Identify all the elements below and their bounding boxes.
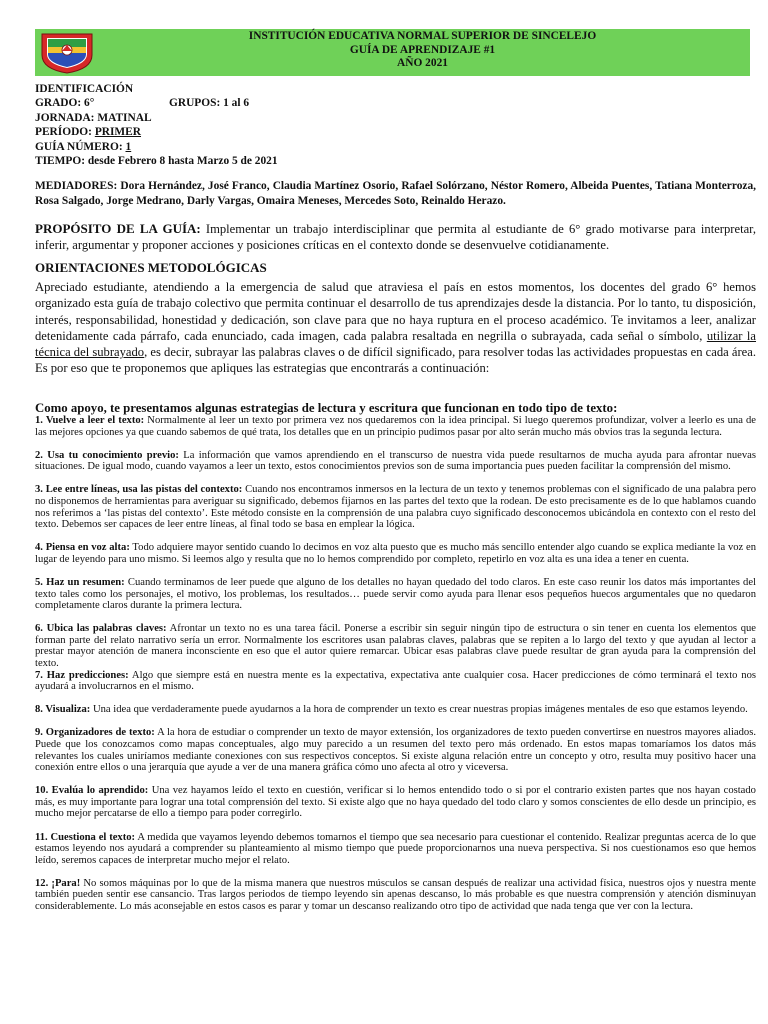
strategy-text: Cuando nos encontramos inmersos en la lectura de un texto y tenemos problemas con el significado de una palabra pero no disponemos de herramientas para averiguar su significado, debemos fijarnos en las partes del texto que la rodean. De esto precisamente es de lo que hablamos cuando nos referimos a ‘las pistas del contexto’. Este método consiste en la comprensión de una palabra cuyo significado desconocemos ubicándola en contexto con el resto del texto. Debemos ser capaces de leer entre líneas, al final todo se basa en emplear la lógica. xyxy=(35,484,756,531)
strategy-item xyxy=(35,832,756,867)
strategy-item xyxy=(35,450,756,473)
strategy-item xyxy=(35,577,756,612)
period-value: PRIMER xyxy=(94,126,142,139)
header-bar xyxy=(35,29,750,76)
purpose-label: PROPÓSITO DE LA GUÍA: xyxy=(35,221,201,236)
guide-number-row xyxy=(35,140,735,154)
orientations-paragraph xyxy=(35,279,756,377)
strategy-title: 8. Visualiza: xyxy=(35,704,91,716)
strategy-title: 4. Piensa en voz alta: xyxy=(35,542,130,554)
groups-label: GRUPOS: 1 al 6 xyxy=(169,97,250,110)
strategy-text: A medida que vayamos leyendo debemos tomarnos el tiempo que sea necesario para cuestionar el contenido. Realizar preguntas acerca de lo que estamos leyendo nos ayudará a comprender su planteamiento al mismo tiempo que puede proporcionarnos una nueva perspectiva. Si nos cuestionamos eso que hemos leído, seremos capaces de interpretar mucho mejor el relato. xyxy=(35,831,757,866)
strategy-title: 5. Haz un resumen: xyxy=(35,576,125,588)
mediators-paragraph: MEDIADORES: Dora Hernández, José Franco, Claudia Martínez Osorio, Rafael Solórzano, Néstor Romero, Albeida Puentes, Tatiana Monterroza, Rosa Salgado, Jorge Medrano, Darly Vargas, Omaira Meneses, Mercedes Soto, Reinaldo Herazo. xyxy=(35,180,756,207)
strategy-item xyxy=(35,542,756,565)
strategy-title: 11. Cuestiona el texto: xyxy=(35,831,136,843)
strategy-title: 2. Usa tu conocimiento previo: xyxy=(35,449,179,461)
strategy-text: La información que vamos aprendiendo en el transcurso de nuestra vida puede resultarnos de mucha ayuda para afrontar nuevas situaciones. De igual modo, cuando vayamos a leer un texto, estos conocimientos previos son de suma importancia pues pueden facilitar la comprensión del mismo. xyxy=(35,449,756,473)
strategy-text: Cuando terminamos de leer puede que alguno de los detalles no hayan quedado del todo claros. En este caso reunir los datos más importantes del texto tales como los personajes, el motivo, los problemas, los resultados… puede servir como ayuda para llenar esos pequeños huecos argumentales que no quedaron completamente claros durante la primera lectura. xyxy=(35,576,757,612)
strategy-item xyxy=(35,785,756,820)
strategy-title: 12. ¡Para! xyxy=(35,877,81,889)
strategy-text: Una vez hayamos leído el texto en cuestión, verificar si lo hemos entendido todo o si por el contrario existen partes que nos hayan costado más, es muy importante para lograr una total comprensión del texto. Si existe algo que no haya quedado del todo claro y somos conscientes de ello desde un principio, es mucho mejor percatarse de ello a tiempo para poder corregirlo. xyxy=(35,785,756,820)
strategy-title: 1. Vuelve a leer el texto: xyxy=(35,415,145,426)
orientations-text-start: Apreciado estudiante, atendiendo a la emergencia de salud que atraviesa el país en estos momentos, los docentes del grado 6° hemos organizado esta guía de trabajo colectivo que permita continuar el desarrollo de tus aprendizajes desde la distancia. Por lo tanto, tu disposición, interés, responsabilidad, honestidad y dedicación, son clave para que no haya ruptura en el proceso académico. Te invitamos a leer, analizar detenidamente cada párrafo, cada enunciado, cada imagen, cada palabra resaltada en negrilla o subrayada, cada señal o símbolo, xyxy=(35,280,756,343)
orientations-text-end: , es decir, subrayar las palabras claves o de difícil significado, para resolver todas las actividades propuestas en cada área. Es por eso que te proponemos que apliques las estrategias que encontrarás a continuación: xyxy=(35,345,756,376)
strategy-item xyxy=(35,727,756,773)
strategy-item xyxy=(35,415,756,438)
school-logo-icon xyxy=(38,31,96,74)
identification-block xyxy=(35,82,735,168)
strategy-item xyxy=(35,878,756,913)
strategies-heading: Como apoyo, te presentamos algunas estrategias de lectura y escritura que funcionan en todo tipo de texto: xyxy=(35,401,618,415)
strategy-item xyxy=(35,623,756,669)
strategy-text: Todo adquiere mayor sentido cuando lo decimos en voz alta puesto que es mucho más sencillo entender algo cuando se explica mediante la voz en lugar de leyendo para uno mismo. Si leemos algo y resulta que no lo hemos comprendido por completo, repetirlo en voz alta es una idea a tener en cuenta. xyxy=(35,542,756,565)
period-label: PERÍODO: xyxy=(35,126,95,139)
guide-title: GUÍA DE APRENDIZAJE #1 xyxy=(349,43,496,56)
strategy-item xyxy=(35,704,756,716)
orientations-underlined: utilizar la técnica del subrayado xyxy=(35,328,757,360)
strategy-text: A la hora de estudiar o comprender un texto de mayor extensión, los organizadores de texto pueden convertirse en nuestros mayores aliados. Puede que los conozcamos como mapas conceptuales, algo muy parecido a un resumen del texto pero más ordenado. En estos mapas tomaríamos los datos más relevantes los cuales uniríamos mediante conexiones con sus respectivos conceptos. Si existe alguna relación entre un concepto y otro, resulta muy positivo hacer una conexión entre ellos o una jerarquía que ayude a ver de una manera gráfica cómo uno afecta al otro y viceversa. xyxy=(35,727,756,774)
strategy-item xyxy=(35,670,756,693)
guide-number-value: 1 xyxy=(125,140,132,153)
section-title-orientations: ORIENTACIONES METODOLÓGICAS xyxy=(35,260,267,275)
strategy-item xyxy=(35,484,756,530)
strategy-title: 10. Evalúa lo aprendido: xyxy=(35,785,149,797)
strategy-title: 9. Organizadores de texto: xyxy=(35,727,155,739)
institution-name: INSTITUCIÓN EDUCATIVA NORMAL SUPERIOR DE SINCELEJO xyxy=(248,30,597,42)
strategy-text: Afrontar un texto no es una tarea fácil. Ponerse a escribir sin seguir ningún tipo de estructura o sin tener en cuenta los elementos que forman parte del relato narrativo sería un error. Normalmente los escritores usan palabras claves, palabras que se repiten a lo largo del texto y que ayudan al lector a prestar mayor atención de manera inconsciente en eso que el autor quiere remarcar. Ubicar esas palabras clave puede resultar de gran ayuda para la comprensión del texto. xyxy=(35,623,757,669)
strategy-text: Normalmente al leer un texto por primera vez nos quedaremos con la idea principal. Si luego queremos profundizar, volver a leerlo es una de las mejores opciones ya que cuando sabemos de qué trata, los detalles que en un principio pudimos pasar por alto serán mucho más obvios tras la segunda lectura. xyxy=(35,415,757,438)
strategy-text: Una idea que verdaderamente puede ayudarnos a la hora de comprender un texto es crear nuestras propias imágenes mentales de eso que estamos leyendo. xyxy=(90,704,748,716)
grade-row xyxy=(35,96,735,110)
strategy-title: 6. Ubica las palabras claves: xyxy=(35,623,167,635)
purpose-text: Implementar un trabajo interdisciplinar que permita al estudiante de 6° grado motivarse para interpretar, inferir, argumentar y proponer acciones y posiciones críticas en el contexto donde se desenvuelve cotidianamente. xyxy=(35,222,756,252)
guide-number-label: GUÍA NÚMERO: xyxy=(35,140,126,153)
strategy-title: 7. Haz predicciones: xyxy=(35,669,129,681)
year-label: AÑO 2021 xyxy=(397,57,448,69)
institution-heading xyxy=(105,30,740,71)
strategy-title: 3. Lee entre líneas, usa las pistas del contexto: xyxy=(35,484,243,496)
strategies-list xyxy=(35,415,756,913)
shift-label: JORNADA: MATINAL xyxy=(35,111,152,124)
grade-label: GRADO: 6° xyxy=(35,97,95,110)
time-label: TIEMPO: desde Febrero 8 hasta Marzo 5 de 2021 xyxy=(35,154,278,167)
period-row xyxy=(35,125,735,139)
strategy-text: Algo que siempre está en nuestra mente es la expectativa, expectativa ante cualquier cosa. Hacer predicciones de cómo terminará el texto nos ayudará a involucrarnos en el mismo. xyxy=(35,669,757,693)
ident-heading: IDENTIFICACIÓN xyxy=(35,83,134,95)
strategy-text: No somos máquinas por lo que de la misma manera que nuestros músculos se cansan después de realizar una actividad física, nuestros ojos y nuestra mente también pueden sentir ese cansancio. Tras largos periodos de tiempo leyendo sin apenas descanso, lo más probable es que nuestra comprensión y atención disminuyan considerablemente. Lo más aconsejable en estos casos es parar y tomar un descanso realizando otro tipo de actividad que nada tenga que ver con la lectura. xyxy=(35,877,756,912)
purpose-paragraph xyxy=(35,221,756,253)
